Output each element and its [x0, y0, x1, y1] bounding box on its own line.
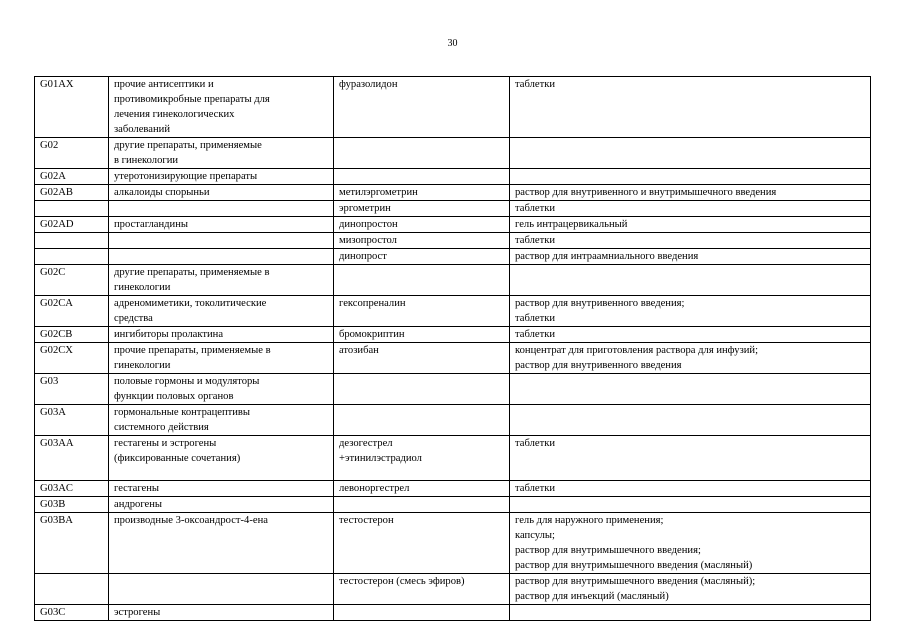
group-name-cell: [109, 574, 334, 605]
table-row: [35, 481, 871, 497]
atc-code-cell: G03: [35, 374, 109, 405]
atc-code-cell: G02CX: [35, 343, 109, 374]
table-row: [35, 343, 871, 374]
group-name-cell: половые гормоны и модуляторы функции половых органов: [109, 374, 334, 405]
table-row: [35, 574, 871, 605]
atc-code-cell: G02: [35, 138, 109, 169]
table-row: [35, 436, 871, 481]
atc-code-cell: G02AB: [35, 185, 109, 201]
drug-name-cell: [334, 405, 510, 436]
atc-code-cell: G03C: [35, 605, 109, 621]
drug-name-cell: левоноргестрел: [334, 481, 510, 497]
dosage-form-cell: гель интрацервикальный: [510, 217, 871, 233]
table-row: [35, 77, 871, 138]
table-row: [35, 513, 871, 574]
dosage-form-cell: концентрат для приготовления раствора для инфузий; раствор для внутривенного введения: [510, 343, 871, 374]
table-row: [35, 374, 871, 405]
drug-name-cell: атозибан: [334, 343, 510, 374]
table-row: [35, 169, 871, 185]
table-row: [35, 201, 871, 217]
atc-code-cell: G03AA: [35, 436, 109, 481]
dosage-form-cell: таблетки: [510, 77, 871, 138]
table-row: [35, 249, 871, 265]
group-name-cell: прочие препараты, применяемые в гинекологии: [109, 343, 334, 374]
drug-name-cell: [334, 374, 510, 405]
table-row: [35, 497, 871, 513]
atc-code-cell: [35, 201, 109, 217]
group-name-cell: производные 3-оксоандрост-4-ена: [109, 513, 334, 574]
table-body: [35, 77, 871, 621]
table-row: [35, 138, 871, 169]
group-name-cell: [109, 201, 334, 217]
drug-name-cell: мизопростол: [334, 233, 510, 249]
dosage-form-cell: [510, 405, 871, 436]
drug-name-cell: дезогестрел +этинилэстрадиол: [334, 436, 510, 481]
atc-code-cell: G02C: [35, 265, 109, 296]
dosage-form-cell: [510, 605, 871, 621]
dosage-form-cell: гель для наружного применения; капсулы; раствор для внутримышечного введения; раствор для внутримышечного введения (масляный): [510, 513, 871, 574]
atc-code-cell: G03BA: [35, 513, 109, 574]
group-name-cell: андрогены: [109, 497, 334, 513]
group-name-cell: утеротонизирующие препараты: [109, 169, 334, 185]
drug-name-cell: бромокриптин: [334, 327, 510, 343]
table-row: [35, 296, 871, 327]
dosage-form-cell: таблетки: [510, 201, 871, 217]
dosage-form-cell: [510, 374, 871, 405]
group-name-cell: алкалоиды спорыньи: [109, 185, 334, 201]
table-row: [35, 405, 871, 436]
table-row: [35, 185, 871, 201]
group-name-cell: гестагены и эстрогены (фиксированные сочетания): [109, 436, 334, 481]
dosage-form-cell: [510, 265, 871, 296]
atc-code-cell: [35, 574, 109, 605]
dosage-form-cell: таблетки: [510, 327, 871, 343]
atc-code-cell: G02CB: [35, 327, 109, 343]
atc-code-cell: G01AX: [35, 77, 109, 138]
group-name-cell: эстрогены: [109, 605, 334, 621]
atc-code-cell: [35, 233, 109, 249]
group-name-cell: гестагены: [109, 481, 334, 497]
drug-name-cell: [334, 169, 510, 185]
drug-name-cell: фуразолидон: [334, 77, 510, 138]
dosage-form-cell: [510, 169, 871, 185]
group-name-cell: прочие антисептики и противомикробные препараты для лечения гинекологических заболеваний: [109, 77, 334, 138]
drug-classification-table: [34, 76, 871, 621]
atc-code-cell: G02CA: [35, 296, 109, 327]
atc-code-cell: G03A: [35, 405, 109, 436]
drug-name-cell: [334, 497, 510, 513]
group-name-cell: адреномиметики, токолитические средства: [109, 296, 334, 327]
drug-name-cell: динопрост: [334, 249, 510, 265]
dosage-form-cell: таблетки: [510, 436, 871, 481]
table-row: [35, 265, 871, 296]
atc-code-cell: G02AD: [35, 217, 109, 233]
drug-name-cell: тестостерон (смесь эфиров): [334, 574, 510, 605]
atc-code-cell: G03AC: [35, 481, 109, 497]
page-number: 30: [447, 38, 458, 49]
group-name-cell: другие препараты, применяемые в гинекологии: [109, 138, 334, 169]
dosage-form-cell: раствор для внутримышечного введения (масляный); раствор для инъекций (масляный): [510, 574, 871, 605]
atc-code-cell: G02A: [35, 169, 109, 185]
drug-name-cell: [334, 605, 510, 621]
drug-name-cell: метилэргометрин: [334, 185, 510, 201]
dosage-form-cell: раствор для внутривенного введения; таблетки: [510, 296, 871, 327]
group-name-cell: [109, 249, 334, 265]
drug-name-cell: [334, 138, 510, 169]
drug-name-cell: тестостерон: [334, 513, 510, 574]
table-row: [35, 605, 871, 621]
group-name-cell: [109, 233, 334, 249]
dosage-form-cell: [510, 497, 871, 513]
group-name-cell: гормональные контрацептивы системного действия: [109, 405, 334, 436]
dosage-form-cell: таблетки: [510, 233, 871, 249]
dosage-form-cell: [510, 138, 871, 169]
table-row: [35, 327, 871, 343]
table-row: [35, 217, 871, 233]
dosage-form-cell: раствор для внутривенного и внутримышечного введения: [510, 185, 871, 201]
dosage-form-cell: таблетки: [510, 481, 871, 497]
table-row: [35, 233, 871, 249]
group-name-cell: другие препараты, применяемые в гинекологии: [109, 265, 334, 296]
drug-name-cell: эргометрин: [334, 201, 510, 217]
dosage-form-cell: раствор для интраамниального введения: [510, 249, 871, 265]
group-name-cell: ингибиторы пролактина: [109, 327, 334, 343]
drug-name-cell: [334, 265, 510, 296]
atc-code-cell: [35, 249, 109, 265]
group-name-cell: простагландины: [109, 217, 334, 233]
atc-code-cell: G03B: [35, 497, 109, 513]
drug-name-cell: гексопреналин: [334, 296, 510, 327]
drug-name-cell: динопростон: [334, 217, 510, 233]
